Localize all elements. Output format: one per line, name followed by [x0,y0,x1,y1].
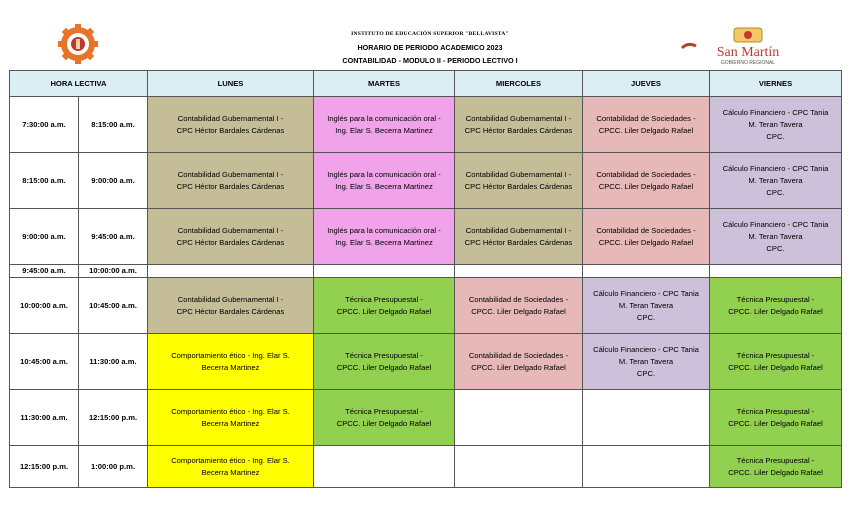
start-time-cell: 9:45:00 a.m. [10,265,79,278]
class-cell-line: CPCC. Liler Delgado Rafael [336,306,432,316]
class-cell-line: CPC. [766,243,785,253]
class-cell [455,153,583,209]
schedule-row [10,265,842,278]
day-header-martes: MARTES [314,71,455,97]
class-cell-line: Técnica Presupuestal - [345,294,423,304]
class-cell [455,390,583,446]
class-cell-line: Inglés para la comunicación oral - [327,225,441,235]
class-cell [455,278,583,334]
class-cell [314,153,455,209]
class-cell [148,265,314,278]
class-cell-line: Contabilidad Gubernamental I - [465,225,572,235]
start-time-cell: 7:30:00 a.m. [10,97,79,153]
class-cell-line: CPCC. Liler Delgado Rafael [728,362,823,372]
class-cell-line: M. Teran Tavera [618,300,674,310]
class-cell-line: Técnica Presupuestal - [736,350,815,360]
class-cell-line: Ing. Elar S. Becerra Martinez [335,181,433,191]
class-cell [314,265,455,278]
class-cell-line: Contabilidad de Sociedades - [468,350,569,360]
end-time-cell: 10:45:00 a.m. [79,278,148,334]
class-cell-line: CPCC. Liler Delgado Rafael [728,467,823,477]
class-cell [583,390,710,446]
class-cell-line: CPC Héctor Bardales Cárdenas [176,125,285,135]
schedule-row [10,446,842,488]
class-cell-line: Comportamiento ético - Ing. Elar S. [171,455,290,465]
class-cell [314,334,455,390]
class-cell [710,390,842,446]
class-cell-line: M. Teran Tavera [618,356,674,366]
class-cell [314,97,455,153]
class-cell-line: Contabilidad Gubernamental I - [465,169,572,179]
class-cell [148,153,314,209]
end-time-cell: 9:00:00 a.m. [79,153,148,209]
class-cell-line: Contabilidad Gubernamental I - [177,113,284,123]
class-cell-line: Cálculo Financiero - CPC Tania [593,288,699,298]
class-cell [314,209,455,265]
class-cell [148,334,314,390]
class-cell-line: Becerra Martinez [201,418,260,428]
class-cell-line: Técnica Presupuestal - [736,455,815,465]
class-cell-line: Técnica Presupuestal - [345,350,423,360]
class-cell [455,97,583,153]
class-cell-line: CPCC. Liler Delgado Rafael [598,125,694,135]
class-cell-line: Comportamiento ético - Ing. Elar S. [171,350,290,360]
class-cell-line: CPC Héctor Bardales Cárdenas [176,237,285,247]
class-cell-line: CPCC. Liler Delgado Rafael [471,306,566,316]
schedule-row [10,334,842,390]
day-header-lunes: LUNES [148,71,314,97]
class-cell-line: CPC. [636,368,656,378]
day-header-miercoles: MIERCOLES [455,71,583,97]
class-cell [583,153,710,209]
class-cell-line: CPCC. Liler Delgado Rafael [336,418,432,428]
end-time-cell: 12:15:00 p.m. [79,390,148,446]
end-time-cell: 9:45:00 a.m. [79,209,148,265]
schedule-row [10,209,842,265]
class-cell-line: Contabilidad Gubernamental I - [177,294,284,304]
hora-lectiva-header: HORA LECTIVA [10,71,148,97]
class-cell [314,278,455,334]
class-cell-line: CPC Héctor Bardales Cárdenas [176,306,285,316]
class-cell [148,278,314,334]
class-cell-line: CPC. [636,312,656,322]
end-time-cell: 1:00:00 p.m. [79,446,148,488]
san-martin-logo-text: San Martín [716,45,780,60]
class-cell-line: CPCC. Liler Delgado Rafael [728,418,823,428]
day-header-viernes: VIERNES [710,71,842,97]
san-martin-regional-logo [678,26,818,66]
class-cell-line: CPCC. Liler Delgado Rafael [336,362,432,372]
class-cell [455,265,583,278]
class-cell [148,209,314,265]
schedule-row [10,153,842,209]
class-cell-line: Contabilidad de Sociedades - [596,169,696,179]
class-cell-line: M. Teran Tavera [748,175,803,185]
class-cell-line: M. Teran Tavera [748,119,803,129]
class-cell-line: CPCC. Liler Delgado Rafael [598,181,694,191]
class-cell-line: Cálculo Financiero - CPC Tania [722,107,829,117]
start-time-cell: 10:00:00 a.m. [10,278,79,334]
institute-logo-gear-icon [52,24,104,64]
class-cell [710,446,842,488]
class-cell-line: CPC. [766,187,785,197]
class-cell [583,209,710,265]
schedule-title: HORARIO DE PERIODO ACADEMICO 2023 [357,43,503,52]
class-cell [314,390,455,446]
class-cell-line: Técnica Presupuestal - [345,406,423,416]
class-cell [148,97,314,153]
class-cell-line: Ing. Elar S. Becerra Martinez [335,125,433,135]
start-time-cell: 11:30:00 a.m. [10,390,79,446]
class-cell-line: Contabilidad Gubernamental I - [465,113,572,123]
class-cell-line: Contabilidad Gubernamental I - [177,225,284,235]
document-header [0,0,855,70]
class-cell [583,97,710,153]
class-cell-line: CPC Héctor Bardales Cárdenas [464,237,573,247]
class-cell-line: Comportamiento ético - Ing. Elar S. [171,406,290,416]
class-cell-line: CPCC. Liler Delgado Rafael [598,237,694,247]
institution-name: INSTITUTO DE EDUCACIÓN SUPERIOR "BELLAVISTA" [351,31,509,37]
schedule-header-row [10,71,842,97]
schedule-row [10,97,842,153]
end-time-cell: 8:15:00 a.m. [79,97,148,153]
class-cell-line: Inglés para la comunicación oral - [327,113,441,123]
start-time-cell: 9:00:00 a.m. [10,209,79,265]
class-cell [455,334,583,390]
class-cell-line: Contabilidad de Sociedades - [596,113,696,123]
end-time-cell: 10:00:00 a.m. [79,265,148,278]
class-cell-line: Contabilidad Gubernamental I - [177,169,284,179]
class-cell-line: Contabilidad de Sociedades - [468,294,569,304]
class-cell-line: CPCC. Liler Delgado Rafael [471,362,566,372]
class-cell-line: CPC Héctor Bardales Cárdenas [176,181,285,191]
class-cell-line: Becerra Martinez [201,467,260,477]
document-titles [290,28,570,67]
class-cell-line: Cálculo Financiero - CPC Tania [593,344,699,354]
class-cell-line: CPC Héctor Bardales Cárdenas [464,181,573,191]
class-cell [710,153,842,209]
schedule-row [10,278,842,334]
gobierno-regional-text: GOBIERNO REGIONAL [720,60,776,66]
class-cell [710,334,842,390]
class-cell-line: M. Teran Tavera [748,231,803,241]
class-cell [583,446,710,488]
class-cell [583,334,710,390]
schedule-table [9,70,842,488]
class-cell-line: Técnica Presupuestal - [736,294,815,304]
class-cell-line: Contabilidad de Sociedades - [596,225,696,235]
class-cell-line: CPC Héctor Bardales Cárdenas [464,125,573,135]
class-cell [710,278,842,334]
class-cell [710,97,842,153]
class-cell-line: Técnica Presupuestal - [736,406,815,416]
class-cell [455,446,583,488]
start-time-cell: 10:45:00 a.m. [10,334,79,390]
class-cell [583,278,710,334]
class-cell-line: Inglés para la comunicación oral - [327,169,441,179]
class-cell-line: Cálculo Financiero - CPC Tania [722,219,829,229]
class-cell [710,265,842,278]
class-cell [710,209,842,265]
start-time-cell: 8:15:00 a.m. [10,153,79,209]
class-cell-line: CPCC. Liler Delgado Rafael [728,306,823,316]
program-title: CONTABILIDAD - MODULO II - PERIODO LECTIVO I [342,56,518,65]
start-time-cell: 12:15:00 p.m. [10,446,79,488]
class-cell-line: Ing. Elar S. Becerra Martinez [335,237,433,247]
class-cell-line: Becerra Martinez [201,362,260,372]
class-cell [148,446,314,488]
class-cell [314,446,455,488]
schedule-row [10,390,842,446]
class-cell [148,390,314,446]
class-cell-line: CPC. [766,131,785,141]
class-cell-line: Cálculo Financiero - CPC Tania [722,163,829,173]
end-time-cell: 11:30:00 a.m. [79,334,148,390]
class-cell [583,265,710,278]
class-cell [455,209,583,265]
day-header-jueves: JUEVES [583,71,710,97]
